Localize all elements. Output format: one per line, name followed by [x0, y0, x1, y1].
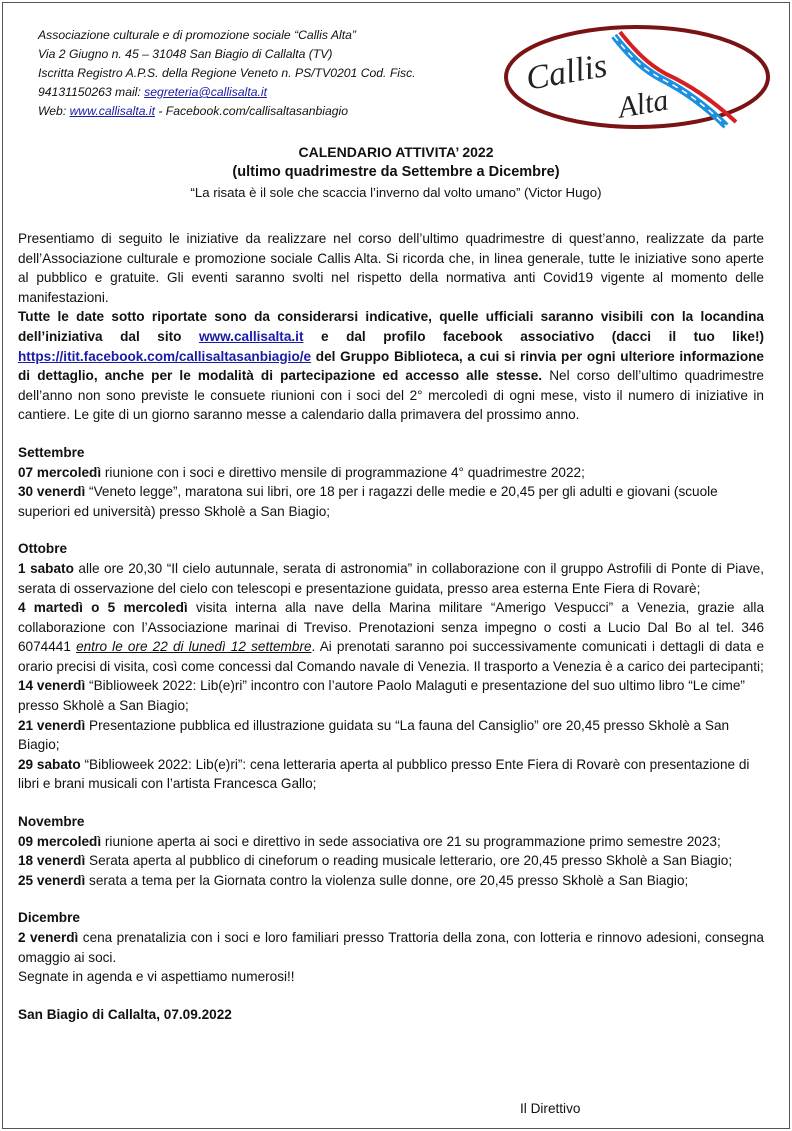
callis-alta-logo [502, 22, 772, 132]
association-web [38, 102, 458, 121]
event-text: alle ore 20,30 “Il cielo autunnale, serata di astronomia” in collaborazione con il gruppo Astrofili di Ponte di Piave, serata di osservazione del cielo con telescopi e presentazione guidata, presso area esterna Ente Fiera di Rovarè; [18, 560, 764, 596]
notice-bold-c: del Gruppo Biblioteca, a cui si rinvia per ogni ulteriore informazione di dettaglio, anche per le modalità di partecipazione ed accesso alle stesse. [18, 348, 764, 384]
title-block [0, 143, 792, 202]
event-date: 14 venerdì [18, 678, 86, 694]
event-date: 25 venerdì [18, 872, 86, 888]
association-name: Associazione culturale e di promozione sociale “Callis Alta” [38, 28, 356, 42]
website-link[interactable]: www.callisalta.it [69, 104, 155, 118]
event-text: “Biblioweek 2022: Lib(e)ri” incontro con l’autore Paolo Malaguti e presentazione del suo ultimo libro “Le cime” presso Skholè a San Biagio; [18, 678, 745, 714]
page-title: CALENDARIO ATTIVITA’ 2022 [298, 144, 494, 160]
event-item [18, 559, 764, 598]
event-date: 18 venerdì [18, 853, 86, 869]
event-date: 29 sabato [18, 756, 81, 772]
event-item [18, 871, 764, 891]
place-date: San Biagio di Callalta, 07.09.2022 [18, 1006, 232, 1022]
event-item [18, 755, 764, 794]
fiscal-code-mail-label: 94131150263 mail: [38, 85, 145, 99]
event-item [18, 832, 764, 852]
section-title-novembre: Novembre [18, 814, 85, 830]
event-item [18, 851, 764, 871]
association-header [38, 26, 458, 121]
closing-line: Segnate in agenda e vi aspettiamo numerosi!! [18, 969, 295, 985]
signature: Il Direttivo [520, 1101, 581, 1116]
association-registry: Iscritta Registro A.P.S. della Regione Veneto n. PS/TV0201 Cod. Fisc. [38, 66, 416, 80]
notice-paragraph [18, 307, 764, 425]
intro-paragraph: Presentiamo di seguito le iniziative da realizzare nel corso dell’ultimo quadrimestre di quest’anno, realizzate da parte dell’Associazione culturale e promozione sociale Callis Alta. Si ricorda che, in linea generale, tutte le iniziative sono aperte al pubblico e gratuite. Gli eventi saranno svolti nel rispetto della normativa anti Covid19 vigente al momento delle manifestazioni. [18, 231, 764, 305]
event-text: “Veneto legge”, maratona sui libri, ore 18 per i ragazzi delle medie e 20,45 per gli adulti e giovani (scuole superiori ed università) presso Skholè a San Biagio; [18, 484, 718, 519]
event-text: “Biblioweek 2022: Lib(e)ri”: cena letteraria aperta al pubblico presso Ente Fiera di Rovarè con presentazione di libri e brani musicali con l’artista Francesca Gallo; [18, 756, 750, 792]
event-item [18, 716, 764, 755]
section-title-dicembre: Dicembre [18, 910, 80, 926]
page-subtitle: (ultimo quadrimestre da Settembre a Dicembre) [232, 164, 560, 180]
facebook-link[interactable]: https://itit.facebook.com/callisaltasanbiagio/e [18, 348, 312, 364]
notice-bold-b: e dal profilo facebook associativo (dacci il tuo like!) [303, 328, 765, 344]
association-contact [38, 83, 458, 102]
event-date: 21 venerdì [18, 717, 86, 733]
web-label: Web: [38, 104, 70, 118]
event-text: cena prenatalizia con i soci e loro familiari presso Trattoria della zona, con lotteria e rinnovo adesioni, consegna omaggio ai soci. [18, 930, 764, 965]
email-link[interactable]: segreteria@callisalta.it [144, 85, 267, 99]
booking-deadline: entro le ore 22 di lunedì 12 settembre [76, 639, 312, 655]
event-date: 07 mercoledì [18, 464, 102, 480]
association-address: Via 2 Giugno n. 45 – 31048 San Biagio di Callalta (TV) [38, 47, 333, 61]
main-content [18, 229, 764, 1024]
event-item [18, 928, 764, 967]
event-text: riunione con i soci e direttivo mensile di programmazione 4° quadrimestre 2022; [101, 464, 585, 480]
event-text: visita interna alla nave della Marina militare “Amerigo Vespucci” a Venezia, grazie alla collaborazione con l’Associazione marinai di Treviso. Prenotazioni senza impegno o costi a Lucio Dal Bo al tel. 346 6074441 [18, 600, 765, 655]
event-date: 4 martedì o 5 mercoledì [18, 600, 188, 616]
website-link-body[interactable]: www.callisalta.it [198, 328, 304, 344]
event-date: 1 sabato [18, 560, 74, 576]
logo-word-alta: Alta [615, 83, 671, 125]
section-title-settembre: Settembre [18, 444, 85, 460]
notice-normal: Nel corso dell’ultimo quadrimestre dell’anno non sono previste le consuete riunioni con i soci del 2° mercoledì di ogni mese, visto il numero di iniziative in cantiere. Le gite di un giorno saranno messe a calendario dalla primavera del prossimo anno. [18, 368, 764, 423]
notice-bold-a: Tutte le date sotto riportate sono da considerarsi indicative, quelle ufficiali saranno visibili con la locandina dell’iniziativa dal sito [18, 309, 764, 344]
event-date: 09 mercoledì [18, 833, 102, 849]
event-text: Serata aperta al pubblico di cineforum o reading musicale letterario, ore 20,45 presso Skholè a San Biagio; [85, 853, 733, 869]
event-item [18, 463, 764, 483]
event-text: Presentazione pubblica ed illustrazione guidata su “La fauna del Cansiglio” ore 20,45 presso Skholè a San Biagio; [18, 717, 730, 753]
event-date: 30 venerdì [18, 484, 86, 500]
event-text: riunione aperta ai soci e direttivo in sede associativa ore 21 su programmazione primo semestre 2023; [101, 833, 721, 849]
event-text-cont: . Ai prenotati saranno poi successivamente comunicati i dettagli di data e orario precisi di visita, così come concessi dal Comando navale di Venezia. Il trasporto a Venezia è a carico dei partecipanti; [18, 639, 764, 674]
event-text: serata a tema per la Giornata contro la violenza sulle donne, ore 20,45 presso Skholè a San Biagio; [85, 872, 689, 888]
facebook-text: - Facebook.com/callisaltasanbiagio [154, 104, 349, 118]
event-item [18, 482, 764, 521]
quote: “La risata è il sole che scaccia l’inverno dal volto umano” (Victor Hugo) [190, 185, 602, 200]
event-item [18, 676, 764, 715]
logo-word-callis: Callis [523, 47, 610, 98]
section-title-ottobre: Ottobre [18, 541, 68, 557]
event-item [18, 598, 764, 676]
event-date: 2 venerdì [18, 930, 79, 945]
